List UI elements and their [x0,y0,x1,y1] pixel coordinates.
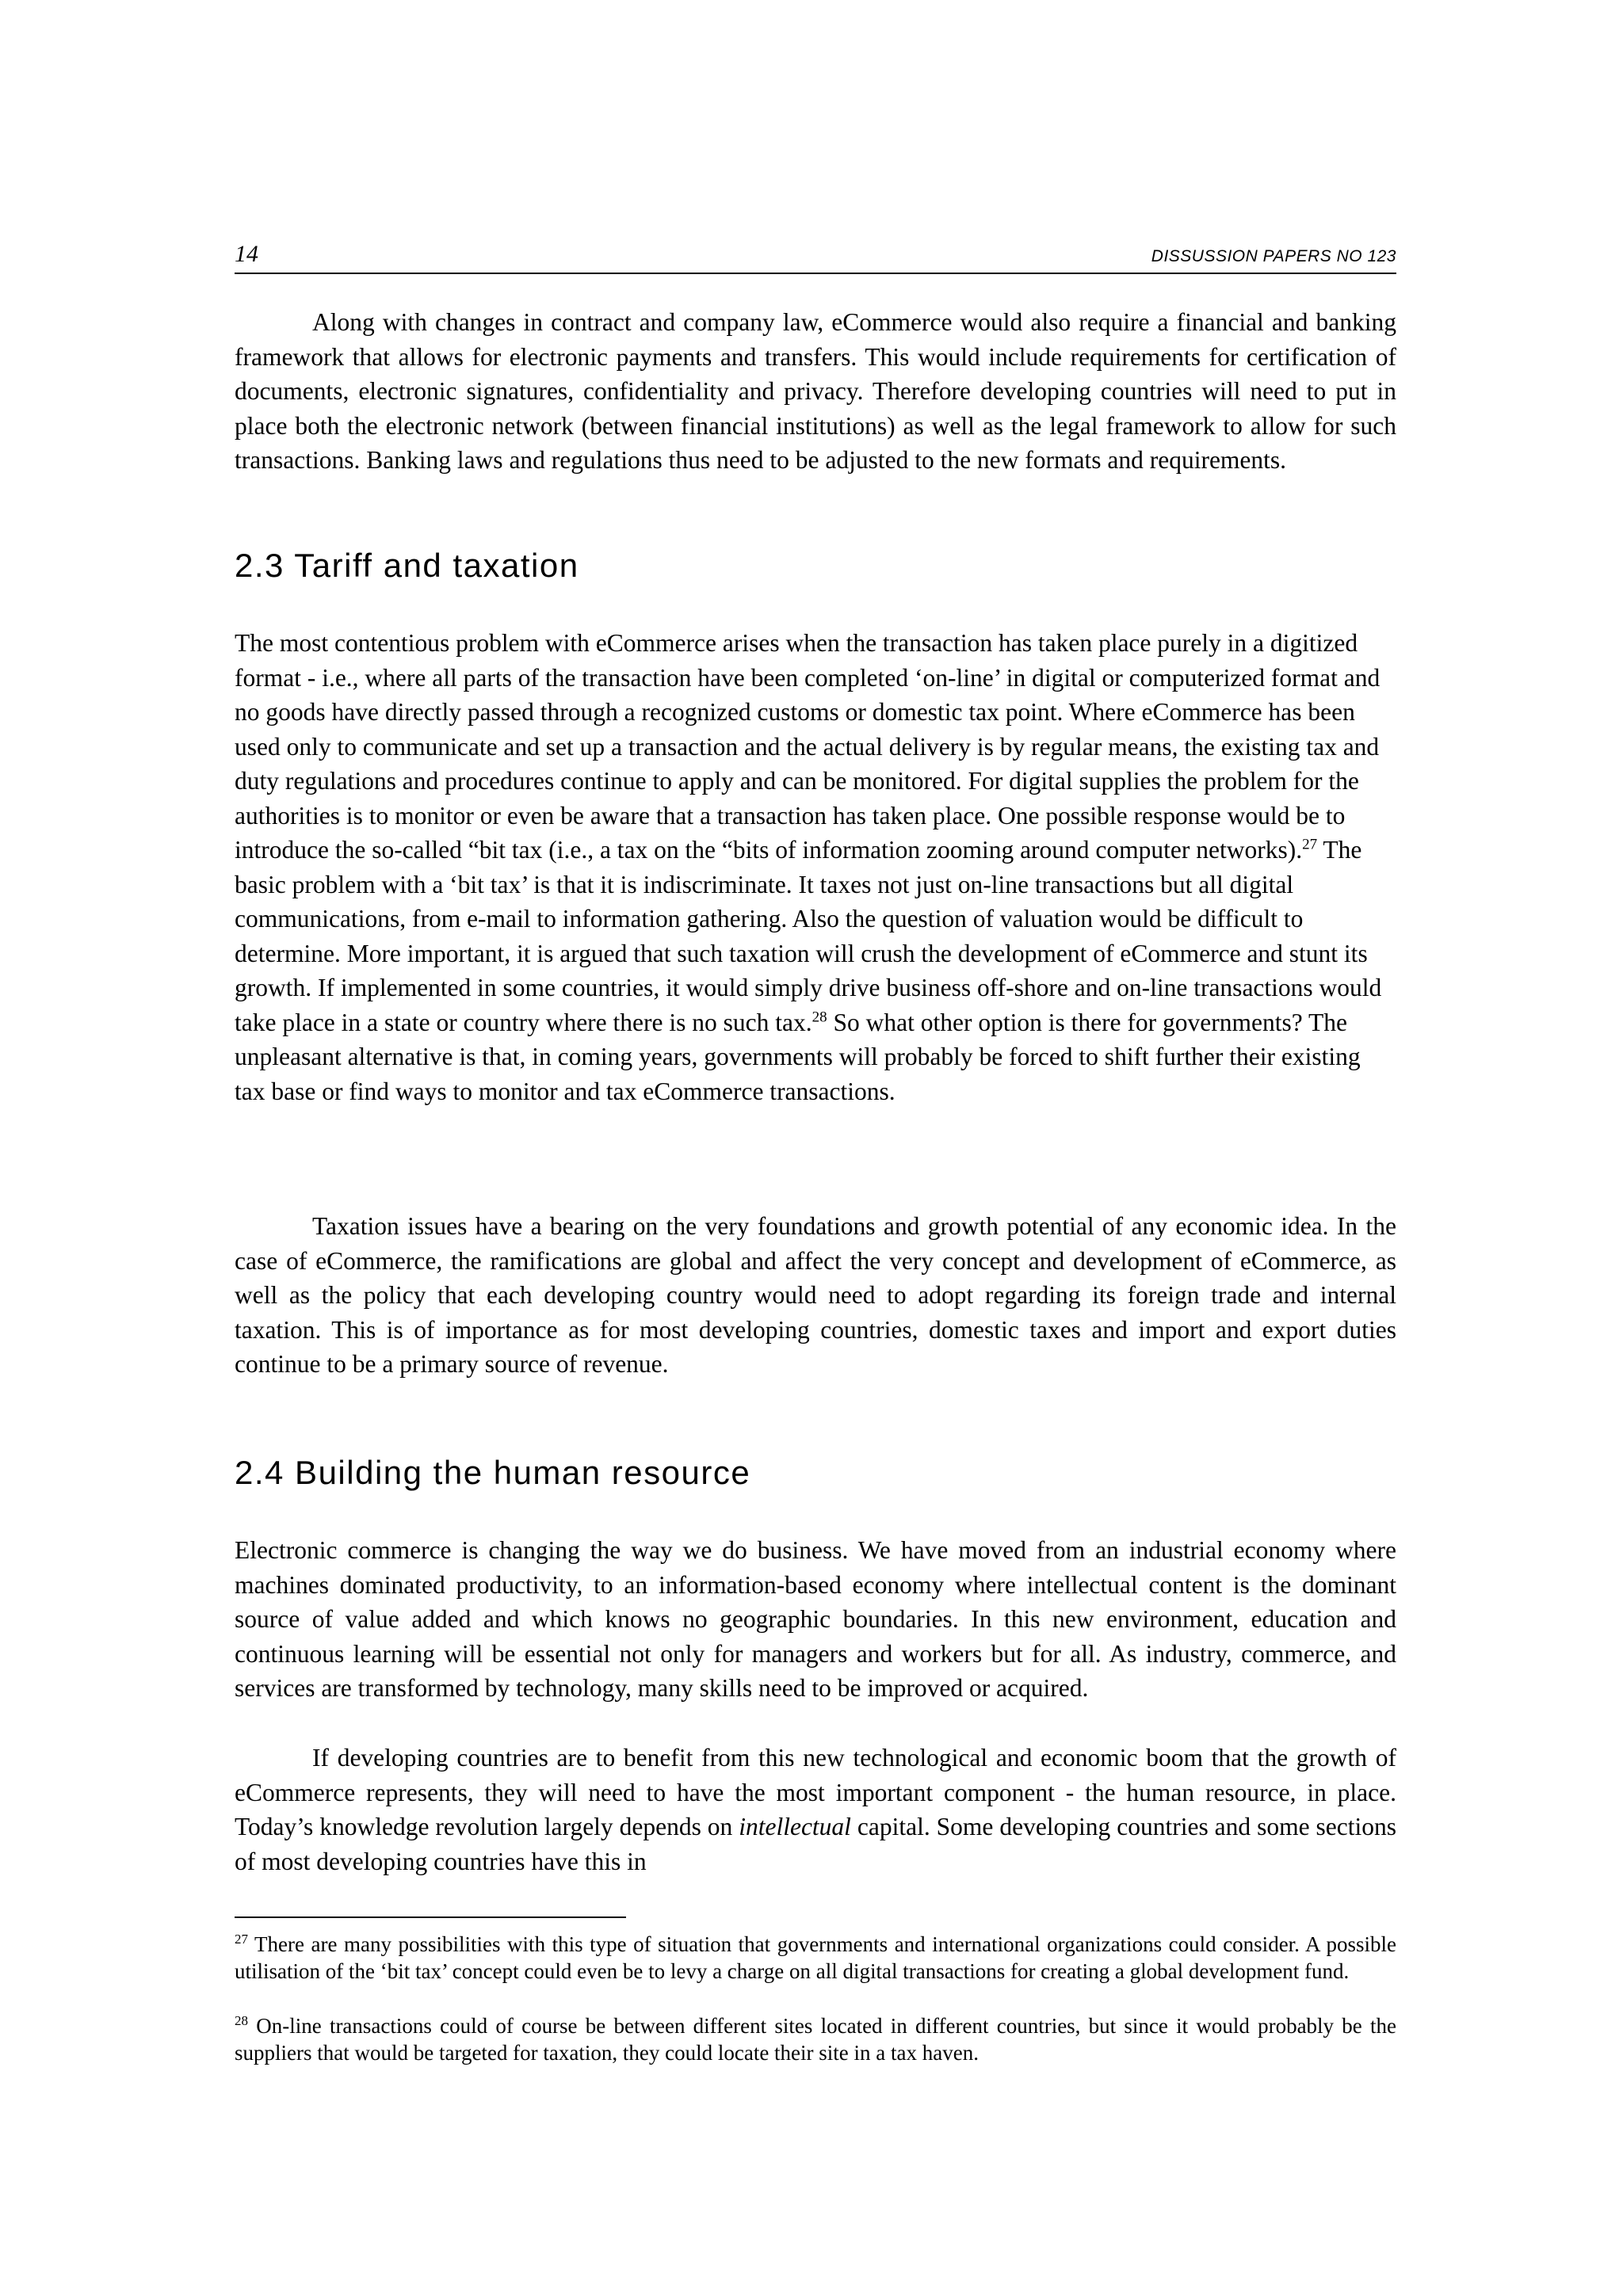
page-header [235,241,1396,274]
footnote-text: There are many possibilities with this type of situation that governments and international organizations could consider. A possible utilisation of the ‘bit tax’ concept could even be to levy a charge on all digital transactions for creating a global development fund. [235,1932,1396,1983]
footnote-number: 27 [235,1932,248,1947]
paragraph-text: The basic problem with a ‘bit tax’ is that it is indiscriminate. It taxes not just on-line transactions but all digital communications, from e-mail to information gathering. Also the question of valuation would be difficult to determine. More important, it is argued that such taxation will crush the development of eCommerce and stunt its growth. If implemented in some countries, it would simply drive business off-shore and on-line transactions would take place in a state or country where there is no such tax. [235,836,1382,1036]
section-heading-human-resource: 2.4 Building the human resource [235,1454,751,1491]
paragraph-taxation-issues: Taxation issues have a bearing on the very foundations and growth potential of any economic idea. In the case of eCommerce, the ramifications are global and affect the very concept and development of eCommerce, as well as the policy that each developing country would need to adopt regarding its foreign trade and internal taxation. This is of importance as for most developing countries, domestic taxes and import and export duties continue to be a primary source of revenue. [235,1212,1396,1378]
section-heading-tariff-taxation: 2.3 Tariff and taxation [235,547,579,584]
paragraph-text: So what other option is there for governments? The unpleasant alternative is that, in coming years, governments will probably be forced to shift further their existing tax base or find ways to monitor and tax eCommerce transactions. [235,1008,1361,1105]
paragraph-text: The most contentious problem with eCommerce arises when the transaction has taken place purely in a digitized format - i.e., where all parts of the transaction have been completed ‘on-line’ in digital or computerized format and no goods have directly passed through a recognized customs or domestic tax point. Where eCommerce has been used only to communicate and set up a transaction and the actual delivery is by regular means, the existing tax and duty regulations and procedures continue to apply and can be monitored. For digital supplies the problem for the authorities is to monitor or even be aware that a transaction has taken place. One possible response would be to introduce the so-called “bit tax (i.e., a tax on the “bits of information zooming around computer networks). [235,629,1381,864]
paragraph-tariff-taxation [235,626,1396,1108]
paragraph-electronic-commerce: Electronic commerce is changing the way we do business. We have moved from an industrial economy where machines dominated productivity, to an information-based economy where intellectual content is the dominant source of value added and which knows no geographic boundaries. In this new environment, education and continuous learning will be essential not only for managers and workers but for all. As industry, commerce, and services are transformed by technology, many skills need to be improved or acquired. [235,1536,1396,1702]
footnote-27 [235,1931,1396,1985]
footnote-ref-28: 28 [812,1009,827,1025]
paragraph-developing-countries [235,1741,1396,1878]
footnote-number: 28 [235,2013,248,2028]
footnote-divider [235,1917,626,1918]
footnote-28 [235,2012,1396,2066]
emphasis-intellectual: intellectual [739,1813,851,1840]
paragraph-banking-framework: Along with changes in contract and company law, eCommerce would also require a financial and banking framework that allows for electronic payments and transfers. This would include requirements for certification of documents, electronic signatures, confidentiality and privacy. Therefore developing countries will need to put in place both the electronic network (between financial institutions) as well as the legal framework to allow for such transactions. Banking laws and regulations thus need to be adjusted to the new formats and requirements. [235,308,1396,474]
running-title: DISSUSSION PAPERS NO 123 [1151,247,1396,265]
paragraph-text: capital. Some developing countries and some sections of most developing countries have this in [235,1813,1396,1875]
paragraph-text: If developing countries are to benefit from this new technological and economic boom that the growth of eCommerce represents, they will need to have the most important component - the human resource, in place. Today’s knowledge revolution largely depends on [235,1744,1396,1840]
footnote-ref-27: 27 [1302,836,1318,853]
page-number: 14 [235,241,258,267]
footnote-text: On-line transactions could of course be between different sites located in different countries, but since it would probably be the suppliers that would be targeted for taxation, they could locate their site in a tax haven. [235,2014,1396,2065]
